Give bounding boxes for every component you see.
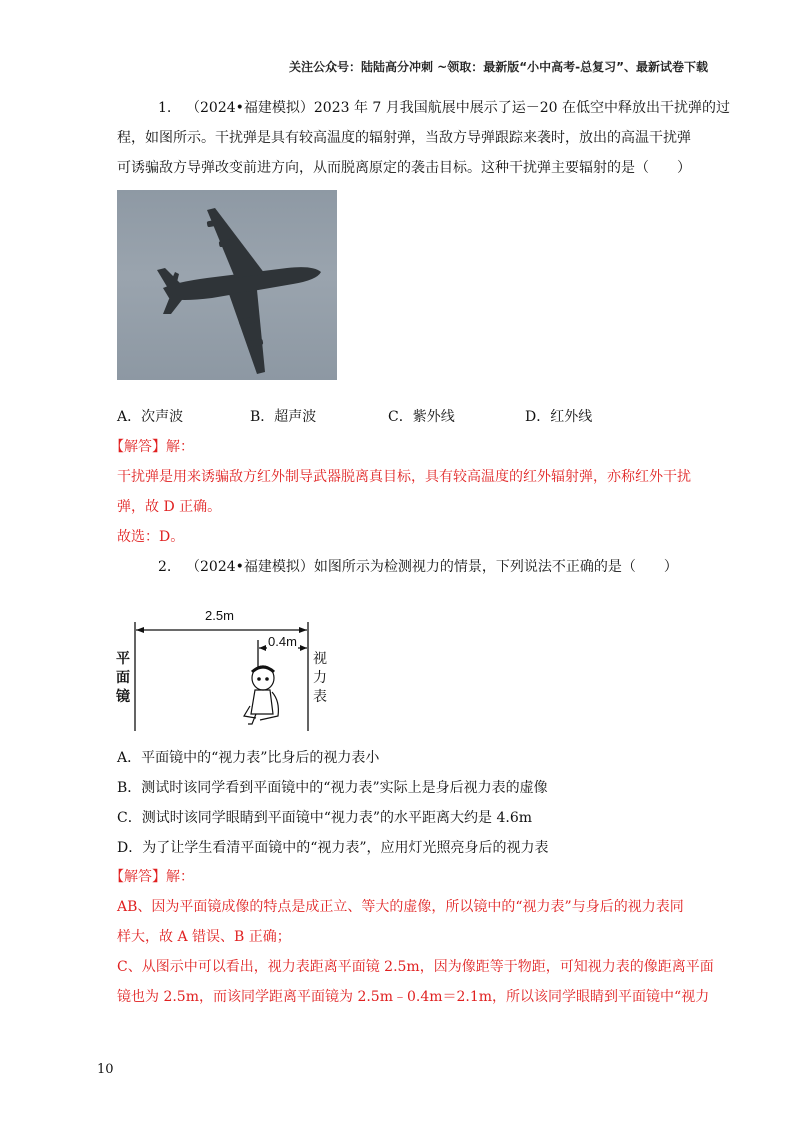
q2-answer-line3: C、从图示中可以看出，视力表距离平面镜 2.5m，因为像距等于物距，可知视力表的像距离平面 bbox=[117, 959, 714, 975]
q1-option-a: A．次声波 bbox=[117, 409, 184, 425]
student-icon bbox=[244, 666, 278, 724]
aircraft-icon bbox=[117, 190, 337, 380]
q2-option-d: D．为了让学生看清平面镜中的“视力表”，应用灯光照亮身后的视力表 bbox=[117, 840, 549, 856]
q1-conclusion: 故选：D。 bbox=[117, 529, 185, 545]
q2-option-a: A．平面镜中的“视力表”比身后的视力表小 bbox=[117, 750, 380, 766]
q2-number: 2. bbox=[158, 559, 172, 575]
q2-answer-label: 【解答】解： bbox=[110, 869, 194, 885]
eye-test-diagram bbox=[110, 606, 340, 731]
q1-answer-line2: 弹，故 D 正确。 bbox=[117, 499, 222, 515]
page-number: 10 bbox=[97, 1062, 114, 1077]
q1-answer-label: 【解答】解： bbox=[110, 439, 194, 455]
page-header: 关注公众号：陆陆高分冲刺 ~领取：最新版“小中高考-总复习”、最新试卷下载 bbox=[289, 60, 708, 74]
diagram-lines bbox=[110, 606, 340, 731]
q2-option-c: C．测试时该同学眼睛到平面镜中“视力表”的水平距离大约是 4.6m bbox=[117, 810, 533, 826]
q2-answer-line1: AB、因为平面镜成像的特点是成正立、等大的虚像，所以镜中的“视力表”与身后的视力表同 bbox=[117, 899, 684, 915]
mirror-label: 平面镜 bbox=[116, 651, 130, 705]
distance-total-label: 2.5m bbox=[205, 608, 234, 623]
q1-stem-line3: 可诱骗敌方导弹改变前进方向，从而脱离原定的袭击目标。这种干扰弹主要辐射的是（ ） bbox=[117, 160, 691, 176]
q2-answer-line2: 样大，故 A 错误、B 正确； bbox=[117, 929, 291, 945]
aircraft-photo bbox=[117, 190, 337, 380]
q2-answer-line4: 镜也为 2.5m，而该同学距离平面镜为 2.5m﹣0.4m＝2.1m，所以该同学眼睛到平面镜中“视力 bbox=[117, 989, 710, 1005]
distance-person-label: 0.4m bbox=[268, 634, 297, 649]
q1-stem-line2: 程，如图所示。干扰弹是具有较高温度的辐射弹，当敌方导弹跟踪来袭时，放出的高温干扰弹 bbox=[117, 130, 691, 146]
q1-number: 1. bbox=[158, 100, 172, 116]
q2-option-b: B．测试时该同学看到平面镜中的“视力表”实际上是身后视力表的虚像 bbox=[117, 780, 548, 796]
q1-option-b: B．超声波 bbox=[250, 409, 317, 425]
chart-label: 视力表 bbox=[313, 651, 327, 705]
q1-option-c: C．紫外线 bbox=[388, 409, 455, 425]
q2-stem: （2024•福建模拟）如图所示为检测视力的情景，下列说法不正确的是（ ） bbox=[186, 559, 678, 575]
q1-option-d: D．红外线 bbox=[525, 409, 593, 425]
q1-answer-line1: 干扰弹是用来诱骗敌方红外制导武器脱离真目标，具有较高温度的红外辐射弹，亦称红外干扰 bbox=[117, 469, 691, 485]
q1-options bbox=[117, 406, 617, 428]
q1-stem-line1: （2024•福建模拟）2023 年 7 月我国航展中展示了运－20 在低空中释放出干扰弹的过 bbox=[186, 100, 731, 116]
